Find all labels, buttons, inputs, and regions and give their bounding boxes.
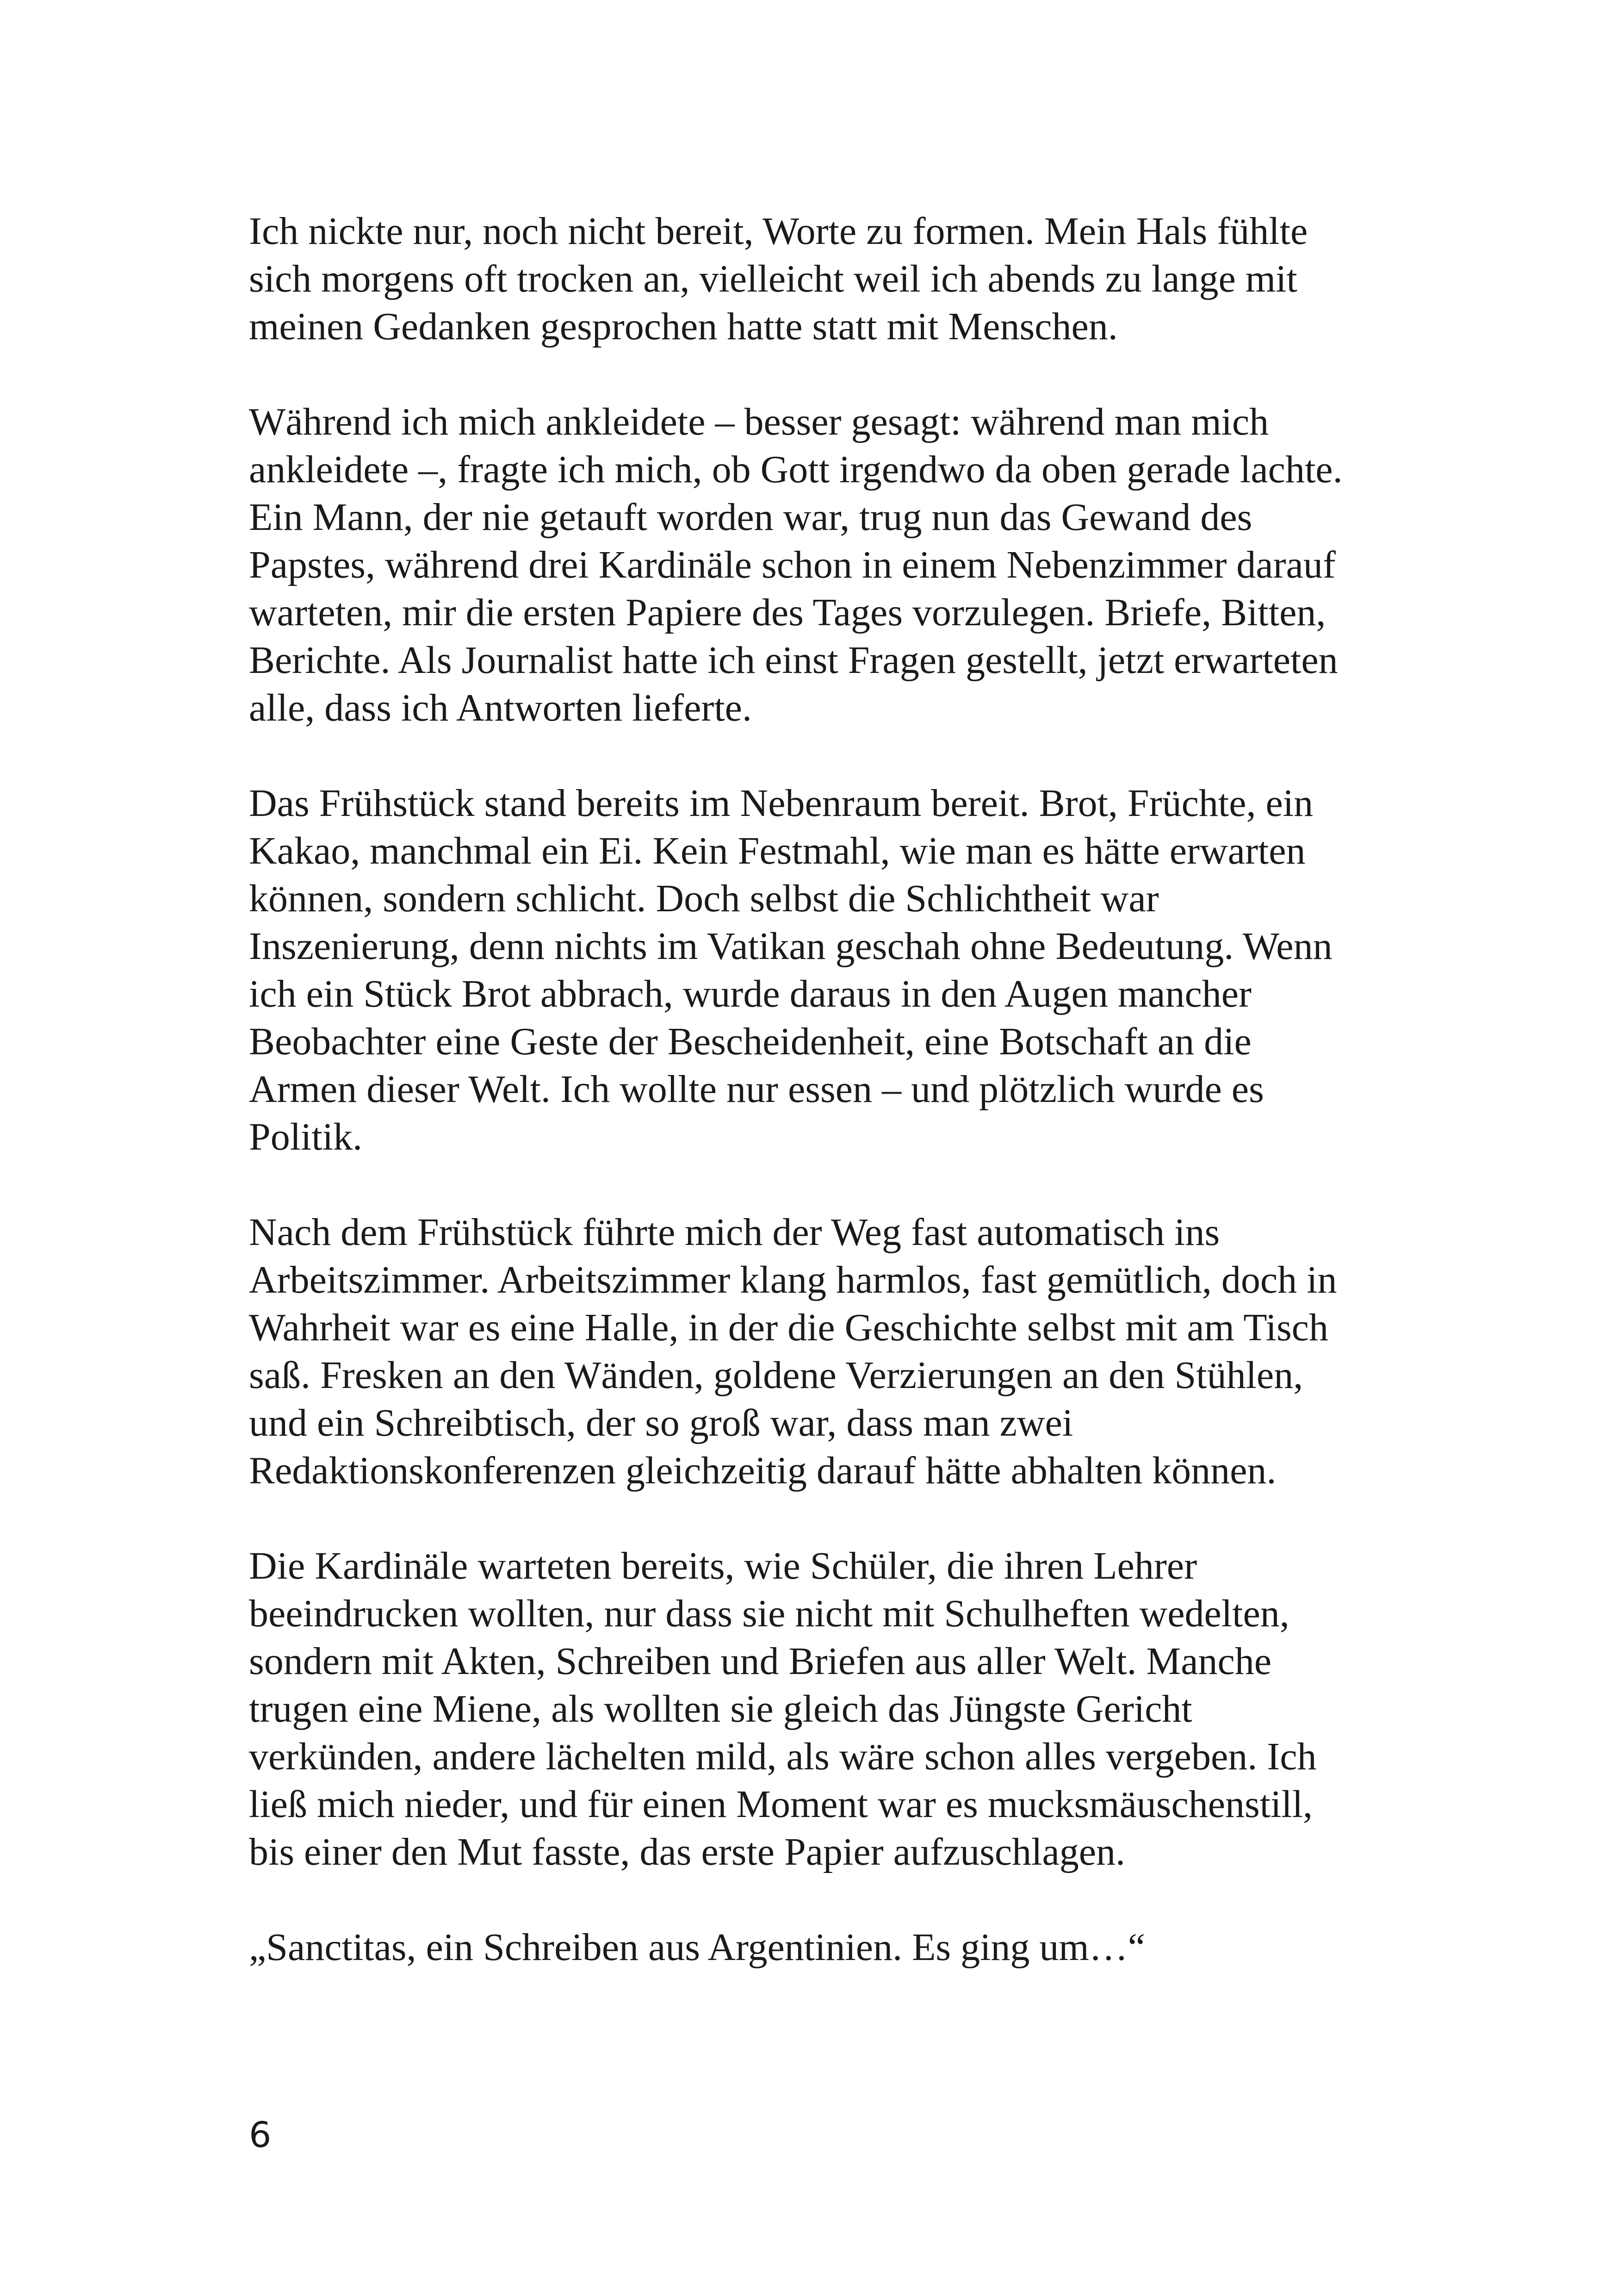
paragraph-6 [249, 1923, 1396, 1971]
text-line: Die Kardinäle warteten bereits, wie Schüler, die ihren Lehrer [249, 1544, 1197, 1587]
text-line: ließ mich nieder, und für einen Moment war es mucksmäuschenstill, [249, 1783, 1313, 1826]
text-line: „Sanctitas, ein Schreiben aus Argentinien. Es ging um…“ [249, 1926, 1146, 1969]
text-line: Ich nickte nur, noch nicht bereit, Worte zu formen. Mein Hals fühlte [249, 210, 1308, 253]
text-line: saß. Fresken an den Wänden, goldene Verzierungen an den Stühlen, [249, 1354, 1303, 1397]
text-line: Das Frühstück stand bereits im Nebenraum bereit. Brot, Früchte, ein [249, 782, 1314, 825]
text-line: Wahrheit war es eine Halle, in der die Geschichte selbst mit am Tisch [249, 1306, 1328, 1349]
text-line: können, sondern schlicht. Doch selbst die Schlichtheit war [249, 877, 1159, 920]
paragraph-3 [249, 779, 1396, 1161]
paragraph-1 [249, 207, 1396, 350]
text-line: Papstes, während drei Kardinäle schon in einem Nebenzimmer darauf [249, 543, 1336, 586]
paragraph-2 [249, 398, 1396, 732]
text-line: verkünden, andere lächelten mild, als wäre schon alles vergeben. Ich [249, 1735, 1317, 1778]
text-line: Politik. [249, 1115, 363, 1158]
text-line: Redaktionskonferenzen gleichzeitig darauf hätte abhalten können. [249, 1449, 1277, 1492]
text-line: Inszenierung, denn nichts im Vatikan geschah ohne Bedeutung. Wenn [249, 925, 1333, 968]
text-line: Armen dieser Welt. Ich wollte nur essen – und plötzlich wurde es [249, 1068, 1264, 1111]
text-line: Beobachter eine Geste der Bescheidenheit, eine Botschaft an die [249, 1020, 1252, 1063]
page-number: 6 [249, 2114, 272, 2155]
text-line: Arbeitszimmer. Arbeitszimmer klang harmlos, fast gemütlich, doch in [249, 1258, 1337, 1301]
text-line: meinen Gedanken gesprochen hatte statt mit Menschen. [249, 305, 1118, 348]
text-line: sich morgens oft trocken an, vielleicht weil ich abends zu lange mit [249, 257, 1297, 300]
text-line: Ein Mann, der nie getauft worden war, trug nun das Gewand des [249, 496, 1252, 539]
paragraph-4 [249, 1208, 1396, 1494]
text-line: ankleidete –, fragte ich mich, ob Gott irgendwo da oben gerade lachte. [249, 448, 1343, 491]
text-line: Während ich mich ankleidete – besser gesagt: während man mich [249, 400, 1269, 443]
text-line: sondern mit Akten, Schreiben und Briefen aus aller Welt. Manche [249, 1640, 1272, 1683]
text-line: ich ein Stück Brot abbrach, wurde daraus in den Augen mancher [249, 972, 1252, 1015]
text-line: trugen eine Miene, als wollten sie gleich das Jüngste Gericht [249, 1687, 1192, 1730]
text-line: beeindrucken wollten, nur dass sie nicht mit Schulheften wedelten, [249, 1592, 1289, 1635]
text-line: Nach dem Frühstück führte mich der Weg fast automatisch ins [249, 1211, 1220, 1254]
text-line: warteten, mir die ersten Papiere des Tages vorzulegen. Briefe, Bitten, [249, 591, 1326, 634]
paragraph-5 [249, 1542, 1396, 1876]
text-line: bis einer den Mut fasste, das erste Papier aufzuschlagen. [249, 1830, 1126, 1873]
text-line: Kakao, manchmal ein Ei. Kein Festmahl, wie man es hätte erwarten [249, 829, 1306, 872]
text-line: und ein Schreibtisch, der so groß war, dass man zwei [249, 1401, 1073, 1444]
text-line: alle, dass ich Antworten lieferte. [249, 686, 752, 729]
body-text [249, 207, 1396, 2019]
text-line: Berichte. Als Journalist hatte ich einst Fragen gestellt, jetzt erwarteten [249, 639, 1338, 682]
